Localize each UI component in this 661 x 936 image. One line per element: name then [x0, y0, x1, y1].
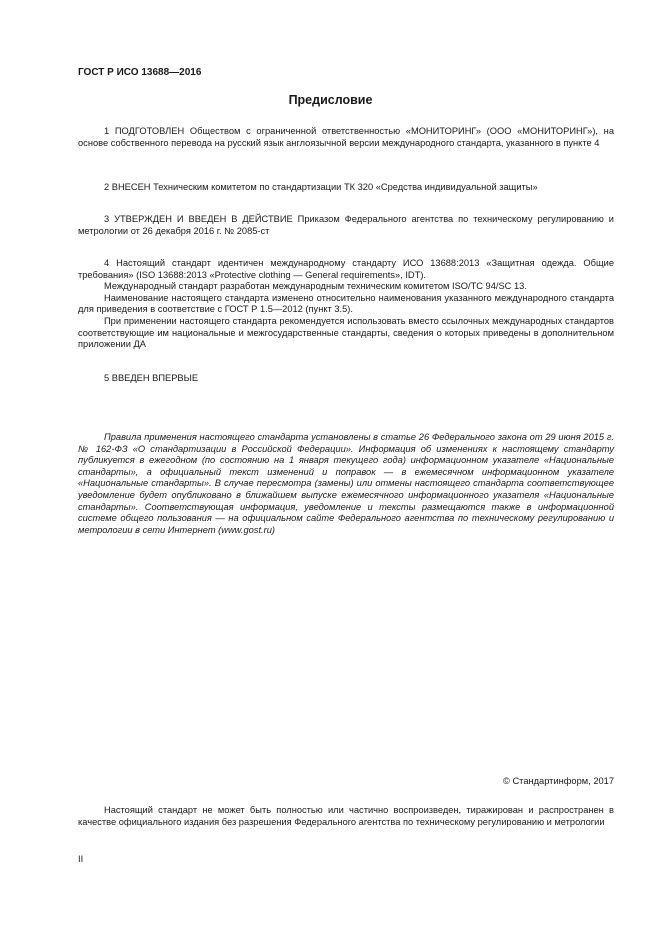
item-4-block: [78, 258, 614, 351]
item-4-references: При применении настоящего стандарта рекомендуется использовать вместо ссылочных международных стандартов соответствующие им национальные и межгосударственные стандарты, сведения о которых приведены в дополнительном приложении ДА: [78, 315, 614, 350]
item-3-approved: 3 УТВЕРЖДЕН И ВВЕДЕН В ДЕЙСТВИЕ Приказом Федерального агентства по техническому регулированию и метрологии от 26 декабря 2016 г. № 2085-ст: [78, 214, 614, 236]
standard-code: ГОСТ Р ИСО 13688—2016: [78, 67, 202, 78]
item-2-introduced: 2 ВНЕСЕН Техническим комитетом по стандартизации ТК 320 «Средства индивидуальной защиты»: [104, 182, 538, 192]
rules-note: Правила применения настоящего стандарта установлены в статье 26 Федерального закона от 29 июня 2015 г. № 162-ФЗ «О стандартизации в Российской Федерации». Информация об изменениях к настоящему стандарту публикуется в ежегодном (по состоянию на 1 января текущего года) информационном указателе «Национальные стандарты», а официальный текст изменений и поправок — в ежемесячном информационном указателе «Национальные стандарты». В случае пересмотра (замены) или отмены настоящего стандарта соответствующее уведомление будет опубликовано в ближайшем выпуске ежемесячного информационного указателя «Национальные стандарты». Соответствующая информация, уведомление и тексты размещаются также в информационной системе общего пользования — на официальном сайте Федерального агентства по техническому регулированию и метрологии в сети Интернет (www.gost.ru): [78, 432, 614, 535]
item-4-title-change: Наименование настоящего стандарта изменено относительно наименования указанного международного стандарта для приведения в соответствие с ГОСТ Р 1.5—2012 (пункт 3.5).: [78, 292, 614, 315]
page-number: II: [78, 854, 84, 864]
reproduction-note: Настоящий стандарт не может быть полностью или частично воспроизведен, тиражирован и распространен в качестве официального издания без разрешения Федерального агентства по техническому регулированию и метрологии: [78, 805, 614, 827]
item-5-first-introduced: 5 ВВЕДЕН ВПЕРВЫЕ: [104, 373, 199, 383]
item-4-identical: 4 Настоящий стандарт идентичен международному стандарту ИСО 13688:2013 «Защитная одежда. Общие требования» (ISO 13688:2013 «Protective clothing — General requirements», IDT).: [78, 258, 614, 280]
copyright: © Стандартинформ, 2017: [503, 776, 614, 786]
item-4-committee: Международный стандарт разработан международным техническим комитетом ISO/TC 94/SC 13.: [104, 281, 527, 292]
page-title: Предисловие: [288, 93, 373, 107]
item-1-prepared: 1 ПОДГОТОВЛЕН Обществом с ограниченной ответственностью «МОНИТОРИНГ» (ООО «МОНИТОРИНГ»), на основе собственного перевода на русский язык англоязычной версии международного стандарта, указанного в пункте 4: [78, 126, 614, 148]
